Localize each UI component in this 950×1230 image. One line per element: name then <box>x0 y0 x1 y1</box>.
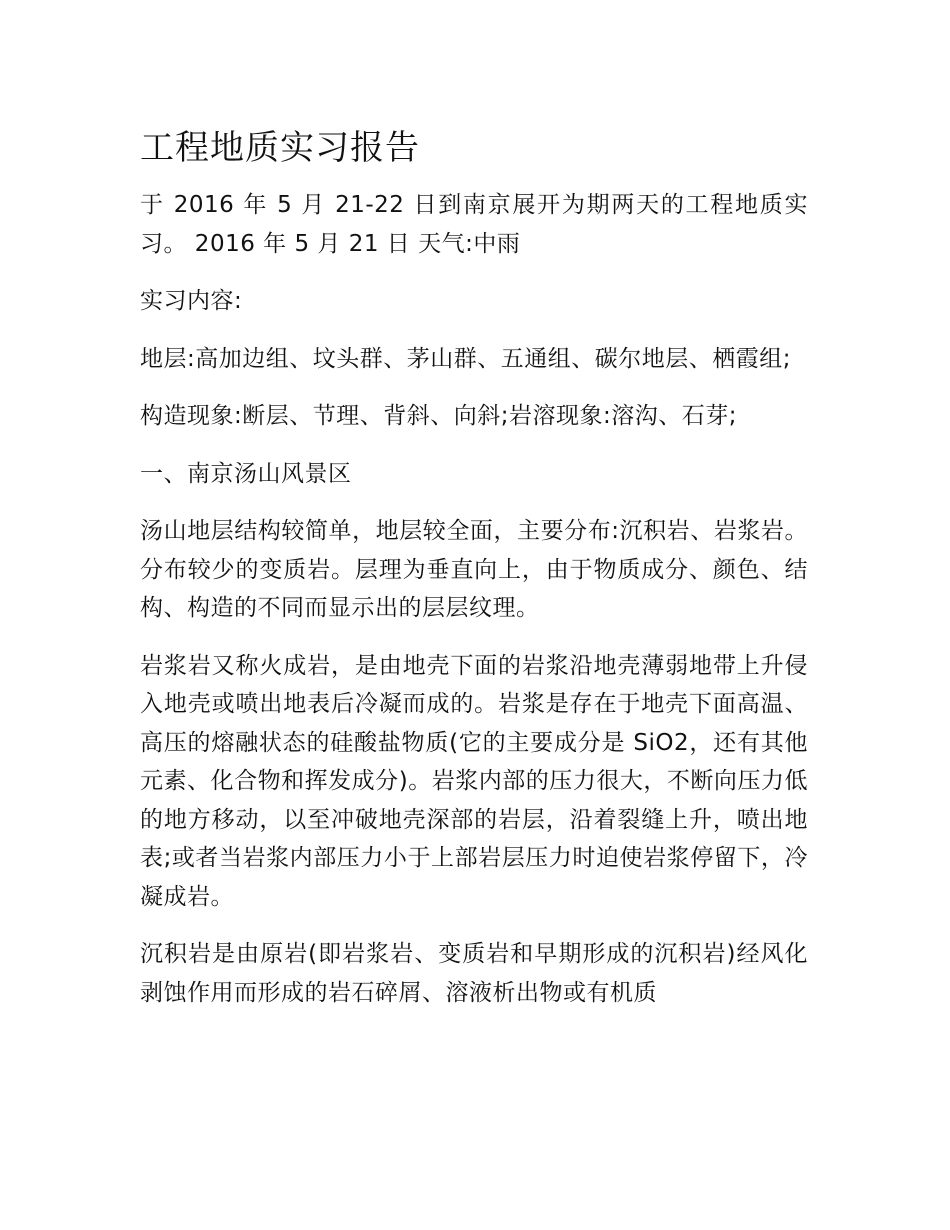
document-title: 工程地质实习报告 <box>140 128 420 168</box>
structure-paragraph: 构造现象:断层、节理、背斜、向斜;岩溶现象:溶沟、石芽; <box>140 403 737 429</box>
igneous-rock-paragraph: 岩浆岩又称火成岩，是由地壳下面的岩浆沿地壳薄弱地带上升侵入地壳或喷出地表后冷凝而成的。岩浆是存在于地壳下面高温、高压的熔融状态的硅酸盐物质(它的主要成分是 SiO2，还有其他元素、化合物和挥发成分)。岩浆内部的压力很大，不断向压力低的地方移动，以至冲破地壳深部的岩层，沿着裂缝上升，喷出地表;或者当岩浆内部压力小于上部岩层压力时迫使岩浆停留下，冷凝成岩。 <box>140 652 808 910</box>
internship-content-heading: 实习内容: <box>140 288 243 314</box>
sedimentary-rock-paragraph: 沉积岩是由原岩(即岩浆岩、变质岩和早期形成的沉积岩)经风化剥蚀作用而形成的岩石碎屑、溶液析出物或有机质 <box>140 941 808 1006</box>
section-heading-tangshan: 一、南京汤山风景区 <box>140 460 352 487</box>
tangshan-strata-paragraph: 汤山地层结构较简单，地层较全面，主要分布:沉积岩、岩浆岩。分布较少的变质岩。层理为垂直向上，由于物质成分、颜色、结构、构造的不同而显示出的层层纹理。 <box>140 518 808 621</box>
document-page <box>140 126 808 1031</box>
strata-paragraph: 地层:高加边组、坟头群、茅山群、五通组、碳尔地层、栖霞组; <box>140 345 791 372</box>
intro-paragraph: 于 2016 年 5 月 21-22 日到南京展开为期两天的工程地质实习。 2016 年 5 月 21 日 天气:中雨 <box>140 192 808 257</box>
